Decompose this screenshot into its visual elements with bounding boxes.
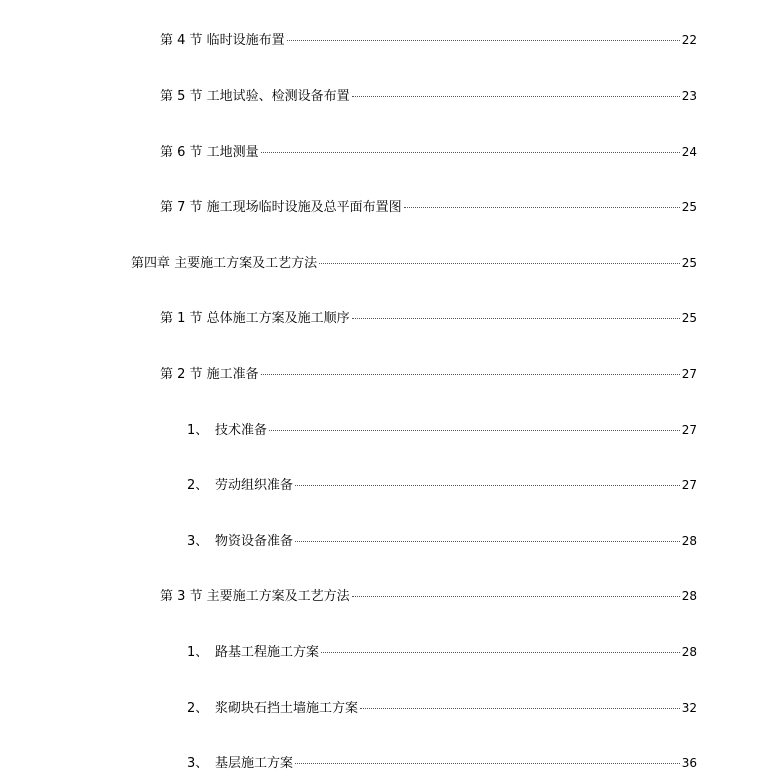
dot-leader <box>360 708 680 709</box>
dot-leader <box>269 430 680 431</box>
toc-entry-item-subgrade[interactable] <box>187 643 697 661</box>
toc-page-number: 28 <box>681 534 697 548</box>
toc-entry-label: 第 3 节 主要施工方案及工艺方法 <box>160 589 350 604</box>
toc-page-number: 25 <box>681 311 697 325</box>
dot-leader <box>352 96 680 97</box>
toc-item-text: 浆砌块石挡土墙施工方案 <box>215 701 359 716</box>
toc-page-number: 25 <box>681 200 697 214</box>
toc-entry-label: 第 1 节 总体施工方案及施工顺序 <box>160 311 350 326</box>
toc-entry-label <box>187 644 319 662</box>
dot-leader <box>295 763 680 764</box>
toc-entry-chapter-4[interactable] <box>131 254 697 272</box>
toc-entry-label <box>187 533 293 551</box>
toc-entry-label: 第 2 节 施工准备 <box>160 367 259 382</box>
toc-entry-section-7[interactable] <box>160 198 697 216</box>
toc-page-number: 27 <box>681 367 697 381</box>
toc-entry-item-material-prep[interactable] <box>187 532 697 550</box>
toc-page-number: 28 <box>681 589 697 603</box>
toc-item-number: 1、 <box>187 423 209 438</box>
toc-item-text: 基层施工方案 <box>215 756 294 771</box>
toc-page-number: 27 <box>681 423 697 437</box>
toc-entry-item-labor-prep[interactable] <box>187 476 697 494</box>
dot-leader <box>295 485 680 486</box>
toc-page-number: 23 <box>681 89 697 103</box>
toc-entry-label: 第 6 节 工地测量 <box>160 145 259 160</box>
toc-entry-label <box>187 477 293 495</box>
dot-leader <box>321 652 680 653</box>
toc-page-number: 32 <box>681 701 697 715</box>
toc-page-number: 22 <box>681 33 697 47</box>
toc-entry-label <box>187 755 293 773</box>
toc-page-number: 25 <box>681 256 697 270</box>
toc-item-number: 3、 <box>187 534 209 549</box>
toc-item-text: 物资设备准备 <box>215 534 294 549</box>
toc-entry-item-technical-prep[interactable] <box>187 421 697 439</box>
toc-item-number: 3、 <box>187 756 209 771</box>
dot-leader <box>352 318 680 319</box>
toc-entry-item-base-course[interactable] <box>187 754 697 772</box>
toc-page-number: 27 <box>681 478 697 492</box>
toc-entry-section-4[interactable] <box>160 31 697 49</box>
dot-leader <box>295 541 680 542</box>
toc-item-text: 劳动组织准备 <box>215 478 294 493</box>
toc-page-number: 24 <box>681 145 697 159</box>
toc-entry-section-2[interactable] <box>160 365 697 383</box>
toc-entry-label: 第四章 主要施工方案及工艺方法 <box>131 256 318 271</box>
toc-entry-label: 第 7 节 施工现场临时设施及总平面布置图 <box>160 200 402 215</box>
toc-entry-item-retaining-wall[interactable] <box>187 699 697 717</box>
toc-entry-label <box>187 700 358 718</box>
toc-entry-section-5[interactable] <box>160 87 697 105</box>
toc-item-number: 2、 <box>187 701 209 716</box>
dot-leader <box>287 40 680 41</box>
toc-entry-label: 第 4 节 临时设施布置 <box>160 33 285 48</box>
toc-entry-label: 第 5 节 工地试验、检测设备布置 <box>160 89 350 104</box>
toc-entry-section-1[interactable] <box>160 309 697 327</box>
toc-entry-section-3[interactable] <box>160 587 697 605</box>
toc-item-number: 2、 <box>187 478 209 493</box>
toc-page-number: 36 <box>681 756 697 770</box>
toc-item-text: 路基工程施工方案 <box>215 645 320 660</box>
toc-entry-label <box>187 422 267 440</box>
dot-leader <box>319 263 680 264</box>
dot-leader <box>261 374 680 375</box>
toc-page-number: 28 <box>681 645 697 659</box>
dot-leader <box>352 596 680 597</box>
dot-leader <box>404 207 680 208</box>
toc-entry-section-6[interactable] <box>160 143 697 161</box>
toc-item-number: 1、 <box>187 645 209 660</box>
toc-item-text: 技术准备 <box>215 423 268 438</box>
dot-leader <box>261 152 680 153</box>
